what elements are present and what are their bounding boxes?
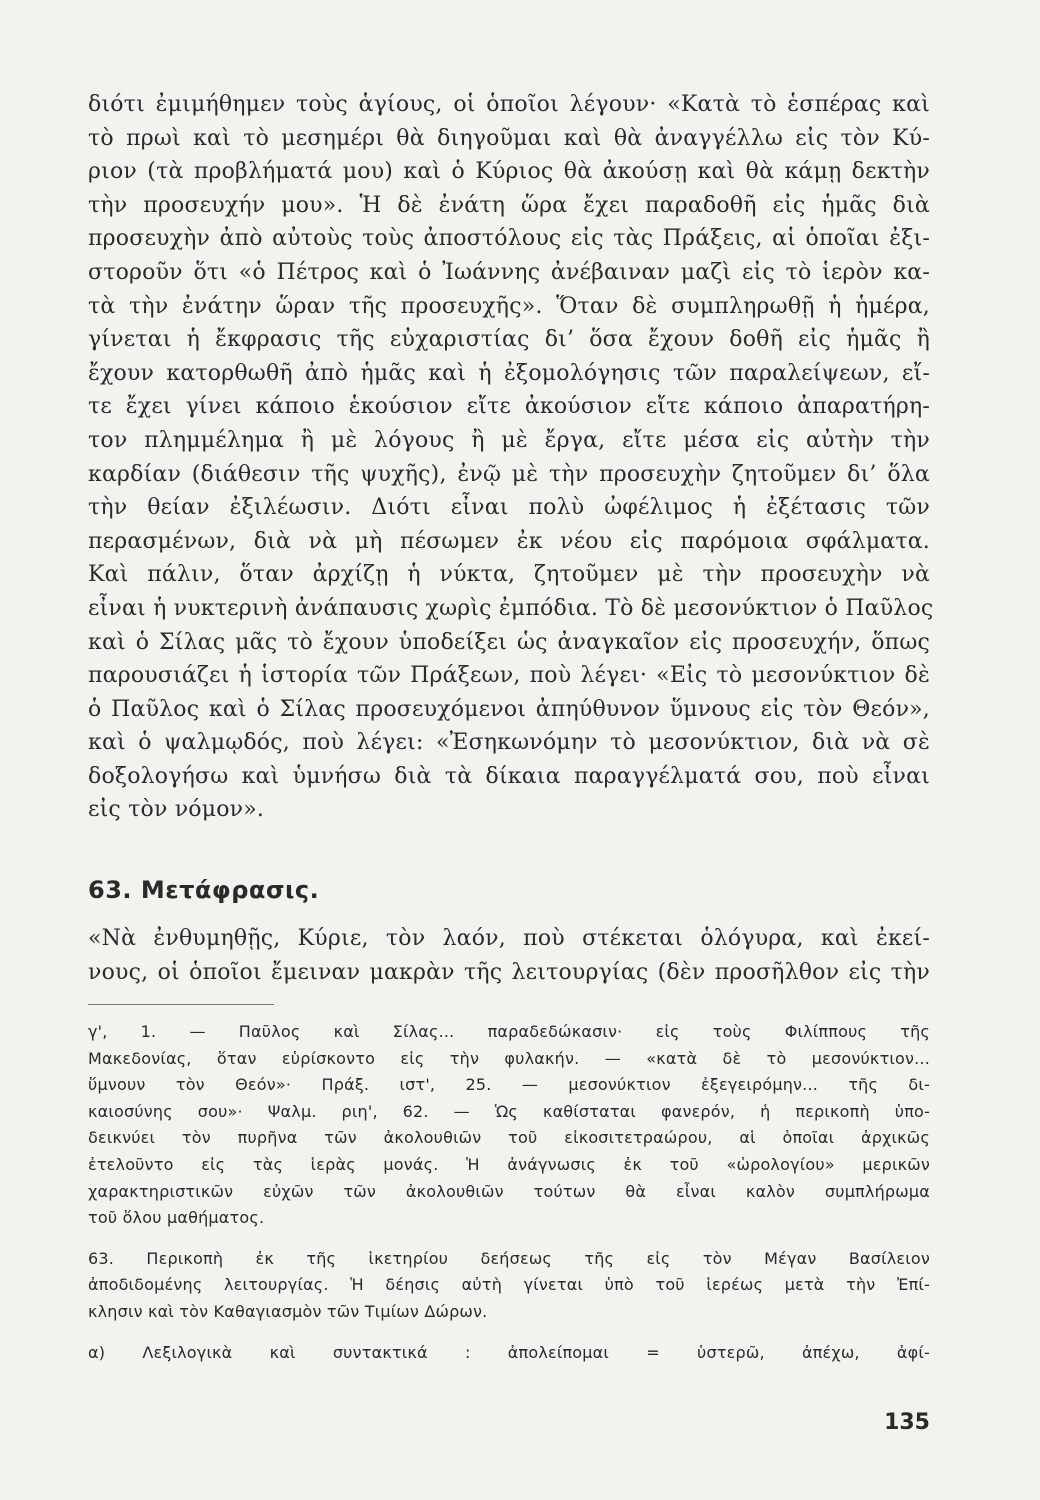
footnote-divider (88, 1004, 274, 1005)
main-text (88, 88, 934, 827)
footnote-line: καιοσύνης σου»· Ψαλμ. ριη', 62. — Ὡς καθίσταται φανερόν, ἡ περικοπὴ ὑπο- (88, 1101, 930, 1121)
footnote-line: δεικνύει τὸν πυρῆνα τῶν ἀκολουθιῶν τοῦ εἰκοσιτετραώρου, αἱ ὁποῖαι ἀρχικῶς (88, 1128, 930, 1148)
text-line: ριον (τὰ προβλήματά μου) καὶ ὁ Κύριος θὰ ἀκούσῃ καὶ θὰ κάμῃ δεκτὴν (88, 159, 930, 185)
section-title: Μετάφρασις. (140, 876, 320, 904)
footnote-line: ἀποδιδομένης λειτουργίας. Ἡ δέησις αὐτὴ γίνεται ὑπὸ τοῦ ἱερέως μετὰ τὴν Ἐπί- (88, 1275, 930, 1295)
text-line: καρδίαν (διάθεσιν τῆς ψυχῆς), ἐνῷ μὲ τὴν προσευχὴν ζητοῦμεν δι’ ὅλα (88, 461, 930, 487)
text-line: τε ἔχει γίνει κάποιο ἑκούσιον εἴτε ἀκούσιον εἴτε κάποιο ἀπαρατήρη- (88, 394, 930, 420)
section-number: 63. (88, 876, 133, 904)
text-line: εἶναι ἡ νυκτερινὴ ἀνάπαυσις χωρὶς ἐμπόδια. Τὸ δὲ μεσονύκτιον ὁ Παῦλος (88, 595, 934, 621)
text-line: καὶ ὁ Σίλας μᾶς τὸ ἔχουν ὑποδείξει ὡς ἀναγκαῖον εἰς προσευχήν, ὅπως (88, 629, 930, 655)
text-line: καὶ ὁ ψαλμῳδός, ποὺ λέγει: «Ἐσηκωνόμην τὸ μεσονύκτιον, διὰ νὰ σὲ (88, 730, 930, 756)
text-line: «Νὰ ἐνθυμηθῇς, Κύριε, τὸν λαόν, ποὺ στέκεται ὁλόγυρα, καὶ ἐκεί- (88, 926, 930, 951)
text-line: περασμένων, διὰ νὰ μὴ πέσωμεν ἐκ νέου εἰς παρόμοια σφάλματα. (88, 528, 930, 554)
footnote-line: ὕμνουν τὸν Θεόν»· Πράξ. ιστ', 25. — μεσονύκτιον ἐξεγειρόμην... τῆς δι- (88, 1075, 930, 1095)
text-line: διότι ἐμιμήθημεν τοὺς ἁγίους, οἱ ὁποῖοι λέγουν· «Κατὰ τὸ ἑσπέρας καὶ (88, 92, 930, 117)
section-heading (88, 876, 319, 904)
text-line: γίνεται ἡ ἔκφρασις τῆς εὐχαριστίας δι’ ὅσα ἔχουν δοθῆ εἰς ἡμᾶς ἢ (88, 327, 930, 353)
footnote-line: κλησιν καὶ τὸν Καθαγιασμὸν τῶν Τιμίων Δώρων. (88, 1301, 488, 1321)
text-line: εἰς τὸν νόμον». (88, 797, 265, 823)
text-line: προσευχὴν ἀπὸ αὐτοὺς τοὺς ἀποστόλους εἰς τὰς Πράξεις, αἱ ὁποῖαι ἐξι- (88, 226, 930, 252)
text-line: παρουσιάζει ἡ ἱστορία τῶν Πράξεων, ποὺ λέγει· «Εἰς τὸ μεσονύκτιον δὲ (88, 663, 930, 689)
footnote-line: α) Λεξιλογικὰ καὶ συντακτικά : ἀπολείπομαι = ὑστερῶ, ἀπέχω, ἀφί- (88, 1342, 930, 1362)
footnote-line: χαρακτηριστικῶν εὐχῶν τῶν ἀκολουθιῶν τούτων θὰ εἶναι καλὸν συμπλήρωμα (88, 1181, 930, 1201)
text-line: ὁ Παῦλος καὶ ὁ Σίλας προσευχόμενοι ἀπηύθυνον ὕμνους εἰς τὸν Θεόν», (88, 696, 930, 722)
text-line: δοξολογήσω καὶ ὑμνήσω διὰ τὰ δίκαια παραγγέλματά σου, ποὺ εἶναι (88, 763, 930, 789)
text-line: τὴν θείαν ἐξιλέωσιν. Διότι εἶναι πολὺ ὠφέλιμος ἡ ἐξέτασις τῶν (88, 495, 930, 521)
footnotes (88, 1019, 930, 1366)
text-line: στοροῦν ὅτι «ὁ Πέτρος καὶ ὁ Ἰωάννης ἀνέβαιναν μαζὶ εἰς τὸ ἱερὸν κα- (88, 259, 930, 285)
text-line: τον πλημμέλημα ἢ μὲ λόγους ἢ μὲ ἔργα, εἴτε μέσα εἰς αὐτὴν τὴν (88, 427, 930, 453)
text-line: ἔχουν κατορθωθῆ ἀπὸ ἡμᾶς καὶ ἡ ἐξομολόγησις τῶν παραλείψεων, εἴ- (88, 360, 930, 386)
footnote-line: 63. Περικοπὴ ἐκ τῆς ἱκετηρίου δεήσεως τῆς εἰς τὸν Μέγαν Βασίλειον (88, 1248, 930, 1268)
footnote-line: ἐτελοῦντο εἰς τὰς ἱερὰς μονάς. Ἡ ἀνάγνωσις ἐκ τοῦ «ὡρολογίου» μερικῶν (88, 1154, 930, 1174)
footnote-line: τοῦ ὅλου μαθήματος. (88, 1208, 265, 1228)
page-number: 135 (884, 1410, 930, 1435)
footnote-line: Μακεδονίας, ὅταν εὑρίσκοντο εἰς τὴν φυλακήν. — «κατὰ δὲ τὸ μεσονύκτιον... (88, 1048, 930, 1068)
text-line: τὰ τὴν ἐνάτην ὥραν τῆς προσευχῆς». Ὅταν δὲ συμπληρωθῇ ἡ ἡμέρα, (88, 293, 930, 319)
footnote-line: γ', 1. — Παῦλος καὶ Σίλας... παραδεδώκασιν· εἰς τοὺς Φιλίππους τῆς (88, 1022, 930, 1041)
section-text (88, 922, 930, 989)
text-line: τὸ πρωὶ καὶ τὸ μεσημέρι θὰ διηγοῦμαι καὶ θὰ ἀναγγέλλω εἰς τὸν Κύ- (88, 125, 930, 151)
text-line: Καὶ πάλιν, ὅταν ἀρχίζῃ ἡ νύκτα, ζητοῦμεν μὲ τὴν προσευχὴν νὰ (88, 562, 930, 588)
text-line: τὴν προσευχήν μου». Ἡ δὲ ἐνάτη ὥρα ἔχει παραδοθῆ εἰς ἡμᾶς διὰ (88, 192, 930, 218)
text-line: νους, οἱ ὁποῖοι ἔμειναν μακρὰν τῆς λειτουργίας (δὲν προσῆλθον εἰς τὴν (88, 959, 930, 985)
